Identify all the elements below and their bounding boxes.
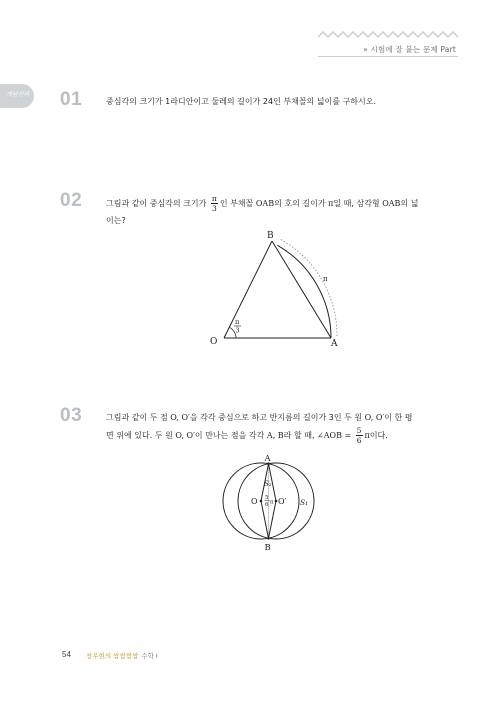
- angle-num: 5: [265, 495, 269, 501]
- page-number: 54: [62, 650, 71, 659]
- label-O: O: [210, 337, 218, 347]
- problem-03-fraction: $\frac{5}{6}$: [356, 426, 362, 445]
- problem-03-text: 그림과 같이 두 점 O, O′을 각각 중심으로 하고 반지름의 길이가 3인 두 원 O, O′이 한 평 면 위에 있다. 두 원 O, O′이 만나는 점을 각각 A, B라 할 때, ∠AOB = $\frac{5}{6}$ π이다.: [106, 413, 413, 445]
- segment-OB: [224, 241, 272, 338]
- side-tab-label: 개념원리: [6, 91, 30, 98]
- header-title: » 시험에 잘 붙는 문제 Part: [363, 45, 456, 54]
- label-S1: S₁: [300, 498, 309, 507]
- header-zigzag-decoration: [318, 30, 460, 40]
- label-S2: S₂: [264, 480, 272, 488]
- problem-number-01: 01: [60, 89, 83, 110]
- label-arc-pi: π: [323, 275, 328, 283]
- label-B: B: [267, 231, 274, 241]
- side-tab: [0, 84, 34, 108]
- problem-number-03: 03: [60, 405, 83, 426]
- label-A: A: [264, 454, 271, 464]
- problem-02-text: 그림과 같이 중심각의 크기가 $\frac{\pi}{3}$ 인 부채꼴 OAB의 호의 길이가 π일 때, 삼각형 OAB의 넓 이는?: [106, 194, 419, 225]
- angle-num: π: [235, 318, 240, 326]
- label-O-prime: O′: [278, 497, 287, 506]
- problem-number-02: 02: [60, 190, 83, 211]
- angle-den: 3: [235, 326, 240, 335]
- label-B: B: [264, 543, 271, 553]
- segment-AB: [272, 241, 331, 338]
- problem-03-figure: [214, 454, 332, 554]
- rhombus-AOBO: [261, 464, 276, 539]
- problem-02-fraction: $\frac{\pi}{3}$: [211, 194, 217, 213]
- header-divider: [318, 56, 458, 57]
- problem-02-figure: [200, 228, 350, 350]
- angle-den: 6: [265, 502, 269, 508]
- label-O: O: [251, 497, 258, 506]
- arc-length-indicator: [280, 239, 337, 336]
- footer-subject: 수학 I: [141, 652, 158, 660]
- label-A: A: [331, 339, 338, 349]
- problem-01-text: 중심각의 크기가 1라디안이고 둘레의 길이가 24인 부채꼴의 넓이를 구하시오.: [106, 97, 376, 106]
- footer-book-title: 창우현의 쌈쌈쌈쌈 수학 I: [86, 652, 158, 660]
- angle-pi: π: [270, 499, 274, 506]
